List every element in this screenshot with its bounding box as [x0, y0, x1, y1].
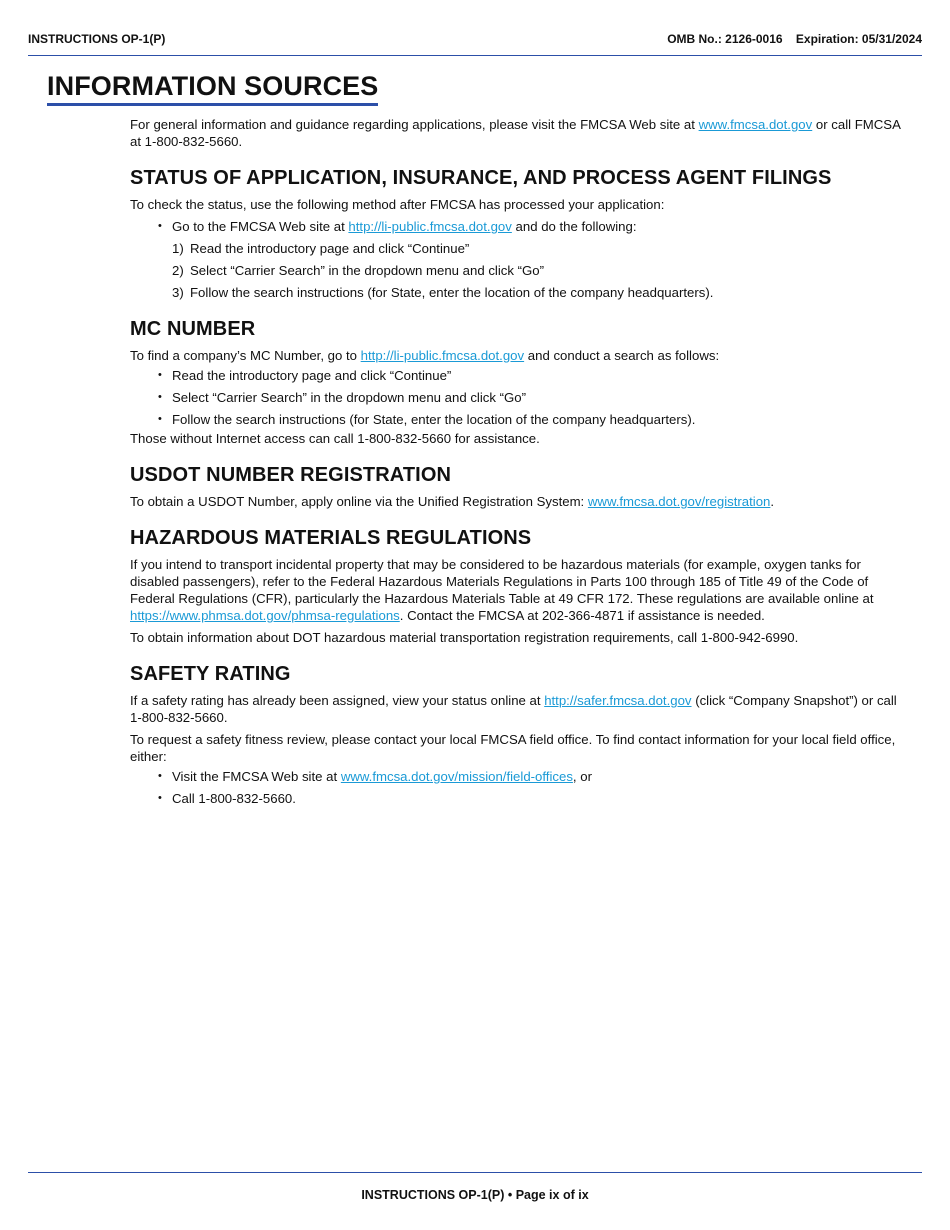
li-public-link[interactable]: http://li-public.fmcsa.dot.gov [348, 219, 512, 234]
field-offices-link[interactable]: www.fmcsa.dot.gov/mission/field-offices [340, 769, 573, 784]
list-item: 3) Follow the search instructions (for State, enter the location of the company headquarters). [172, 285, 714, 300]
list-item: • Follow the search instructions (for State, enter the location of the company headquarters). [158, 411, 910, 428]
list-item: • Visit the FMCSA Web site at www.fmcsa.dot.gov/mission/field-offices, or [158, 768, 910, 785]
page-header [28, 30, 922, 48]
mc-list [130, 367, 910, 428]
list-item: 2) Select “Carrier Search” in the dropdown menu and click “Go” [172, 263, 545, 278]
mc-text: To find a company’s MC Number, go to http://li-public.fmcsa.dot.gov and conduct a search as follows: [130, 348, 720, 363]
omb-number: OMB No.: 2126-0016 [667, 32, 783, 46]
footer-divider [28, 1172, 922, 1173]
list-item: • Read the introductory page and click “Continue” [158, 367, 910, 384]
hazmat-heading: HAZARDOUS MATERIALS REGULATIONS [130, 527, 532, 549]
document-body [130, 116, 910, 812]
page-title: INFORMATION SOURCES [47, 70, 378, 106]
mc-heading: MC NUMBER [130, 318, 256, 340]
registration-link[interactable]: www.fmcsa.dot.gov/registration [587, 494, 771, 509]
header-divider [28, 55, 922, 56]
status-list [130, 218, 910, 235]
status-heading: STATUS OF APPLICATION, INSURANCE, AND PROCESS AGENT FILINGS [130, 167, 832, 189]
mc-note: Those without Internet access can call 1-800-832-5660 for assistance. [130, 431, 540, 446]
safety-heading: SAFETY RATING [130, 663, 291, 685]
fmcsa-link[interactable]: www.fmcsa.dot.gov [698, 117, 813, 132]
list-item: • Select “Carrier Search” in the dropdown menu and click “Go” [158, 389, 910, 406]
safety-review-text: To request a safety fitness review, please contact your local FMCSA field office. To find contact information for your local field office, either: [130, 732, 896, 764]
form-id: INSTRUCTIONS OP-1(P) [28, 32, 166, 46]
usdot-text: To obtain a USDOT Number, apply online via the Unified Registration System: www.fmcsa.dot.gov/registration. [130, 494, 775, 509]
list-item: 1) Read the introductory page and click “Continue” [172, 241, 470, 256]
usdot-heading: USDOT NUMBER REGISTRATION [130, 464, 452, 486]
hazmat-text: If you intend to transport incidental property that may be considered to be hazardous materials (for example, oxygen tanks for disabled passengers), refer to the Federal Hazardous Materials Regulations in Parts 100 through 185 of Title 49 of the Code of Federal Regulations (CFR), particularly the Hazardous Materials Table at 49 CFR 172. These regulations are available online at https://www.phmsa.dot.gov/phmsa-regulations. Contact the FMCSA at 202-366-4871 if assistance is needed. [130, 557, 874, 623]
intro-paragraph: For general information and guidance regarding applications, please visit the FMCSA Web site at www.fmcsa.dot.gov or call FMCSA at 1-800-832-5660. [130, 117, 901, 149]
status-steps [130, 240, 910, 301]
omb-info [667, 32, 922, 46]
phmsa-link[interactable]: https://www.phmsa.dot.gov/phmsa-regulations [130, 608, 400, 623]
safer-link[interactable]: http://safer.fmcsa.dot.gov [544, 693, 692, 708]
list-item: • Call 1-800-832-5660. [158, 790, 910, 807]
hazmat-registration-text: To obtain information about DOT hazardous material transportation registration requirements, call 1-800-942-6990. [130, 630, 799, 645]
safety-text: If a safety rating has already been assigned, view your status online at http://safer.fmcsa.dot.gov (click “Company Snapshot”) or call 1-800-832-5660. [130, 693, 897, 725]
safety-list [130, 768, 910, 807]
page-footer: INSTRUCTIONS OP-1(P) • Page ix of ix [361, 1188, 589, 1202]
status-text: To check the status, use the following method after FMCSA has processed your application: [130, 197, 665, 212]
li-public-link[interactable]: http://li-public.fmcsa.dot.gov [360, 348, 525, 363]
list-item: • Go to the FMCSA Web site at http://li-public.fmcsa.dot.gov and do the following: [158, 218, 910, 235]
expiration-date: Expiration: 05/31/2024 [795, 32, 922, 46]
